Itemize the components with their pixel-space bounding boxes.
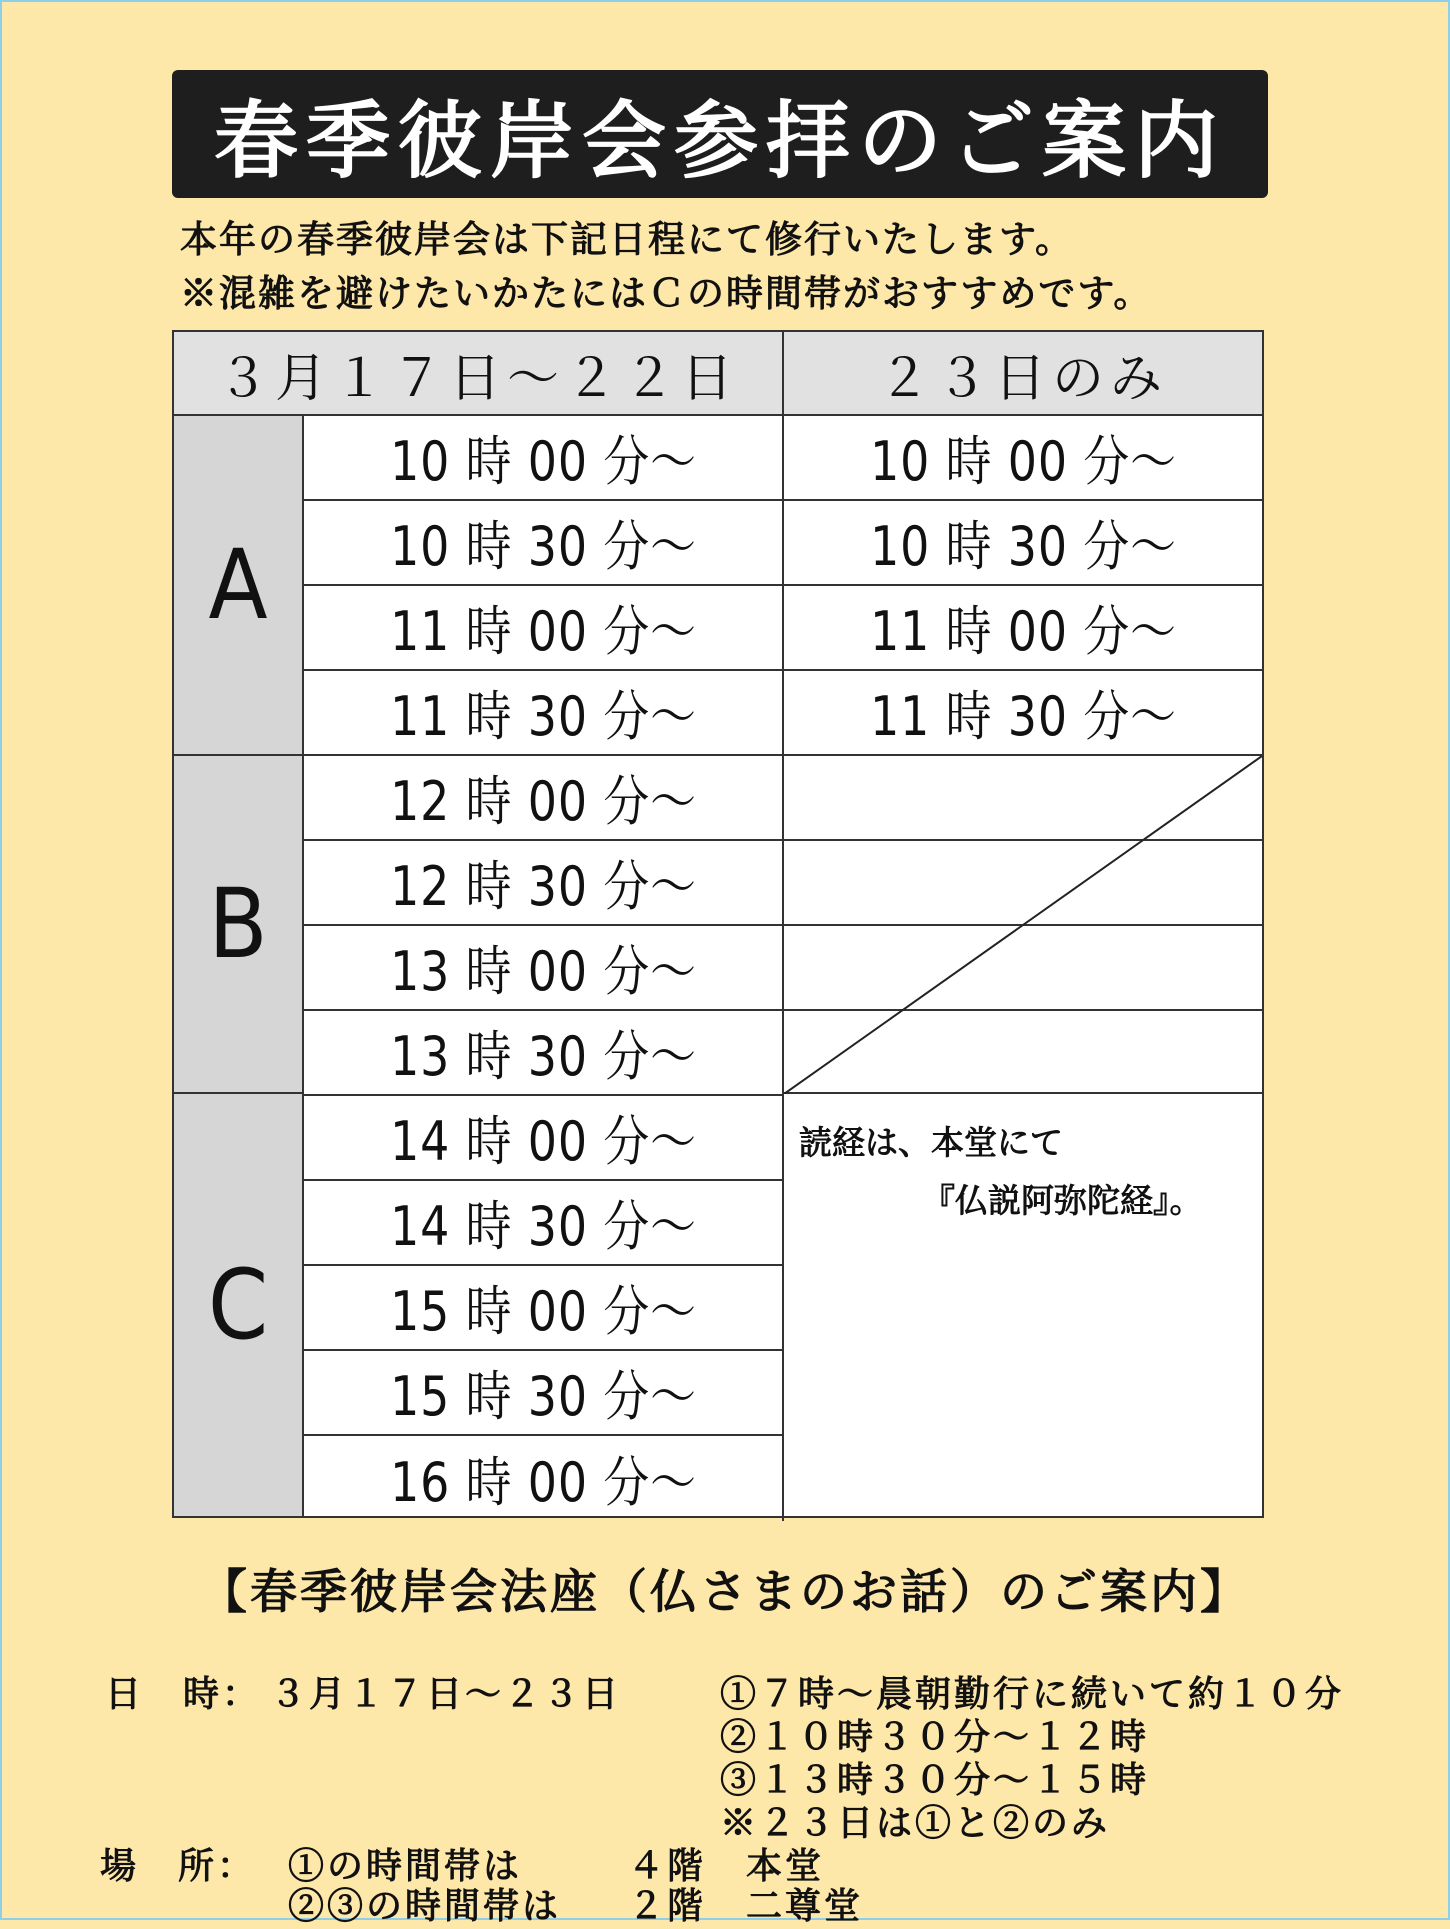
time-slot: 14 時 30 分～ <box>304 1181 784 1266</box>
time-slot-23: 11 時 30 分～ <box>784 671 1262 756</box>
intro-line-1: 本年の春季彼岸会は下記日程にて修行いたします。 <box>180 217 1075 261</box>
time-slot: 15 時 00 分～ <box>304 1266 784 1351</box>
column-header-23-only: ２３日のみ <box>784 332 1262 416</box>
group-a-label: A <box>174 416 304 756</box>
session-3: ③１３時３０分～１５時 <box>720 1759 1150 1801</box>
place-floor-2: ２階 <box>628 1885 707 1927</box>
session-2: ②１０時３０分～１２時 <box>720 1716 1150 1758</box>
time-slot: 12 時 30 分～ <box>304 841 784 926</box>
place-floor-1: ４階 <box>628 1845 707 1887</box>
time-slot: 12 時 00 分～ <box>304 756 784 841</box>
time-slot: 13 時 30 分～ <box>304 1011 784 1096</box>
intro-text <box>180 212 1360 320</box>
time-slot: 13 時 00 分～ <box>304 926 784 1011</box>
time-slot: 10 時 00 分～ <box>304 416 784 501</box>
time-slot: 11 時 30 分～ <box>304 671 784 756</box>
sutra-note <box>799 1114 1249 1230</box>
place-hall-1: 本堂 <box>746 1845 825 1887</box>
sutra-note-line-1: 読経は、本堂にて <box>799 1123 1063 1162</box>
hoza-heading: 【春季彼岸会法座（仏さまのお話）のご案内】 <box>200 1565 1250 1620</box>
title-banner <box>172 70 1268 198</box>
time-slot-23: 11 時 00 分～ <box>784 586 1262 671</box>
datetime-label: 日 時： <box>105 1673 262 1715</box>
time-slot: 11 時 00 分～ <box>304 586 784 671</box>
place-when-2: ②③の時間帯は <box>288 1885 562 1927</box>
time-slot-23: 10 時 00 分～ <box>784 416 1262 501</box>
group-c-label: C <box>174 1094 304 1516</box>
column-header-mar17-22: ３月１７日～２２日 <box>174 332 784 416</box>
group-b-label: B <box>174 756 304 1094</box>
schedule-table <box>172 330 1264 1518</box>
datetime-value: ３月１７日～２３日 <box>270 1673 622 1715</box>
not-available-slash <box>784 756 1262 1094</box>
session-1: ①７時～晨朝勤行に続いて約１０分 <box>720 1673 1345 1715</box>
place-when-1: ①の時間帯は <box>288 1845 523 1887</box>
place-label: 場 所： <box>100 1845 257 1887</box>
time-slot: 10 時 30 分～ <box>304 501 784 586</box>
time-slot: 14 時 00 分～ <box>304 1096 784 1181</box>
session-note: ※２３日は①と②のみ <box>720 1802 1111 1844</box>
time-slot: 15 時 30 分～ <box>304 1351 784 1436</box>
page-title: 春季彼岸会参拝のご案内 <box>213 90 1226 190</box>
time-slot: 16 時 00 分～ <box>304 1436 784 1521</box>
place-hall-2: 二尊堂 <box>746 1885 864 1927</box>
time-slot-23: 10 時 30 分～ <box>784 501 1262 586</box>
sutra-note-line-2: 『仏説阿弥陀経』。 <box>922 1181 1203 1220</box>
intro-line-2: ※混雑を避けたいかたにはＣの時間帯がおすすめです。 <box>180 271 1153 315</box>
